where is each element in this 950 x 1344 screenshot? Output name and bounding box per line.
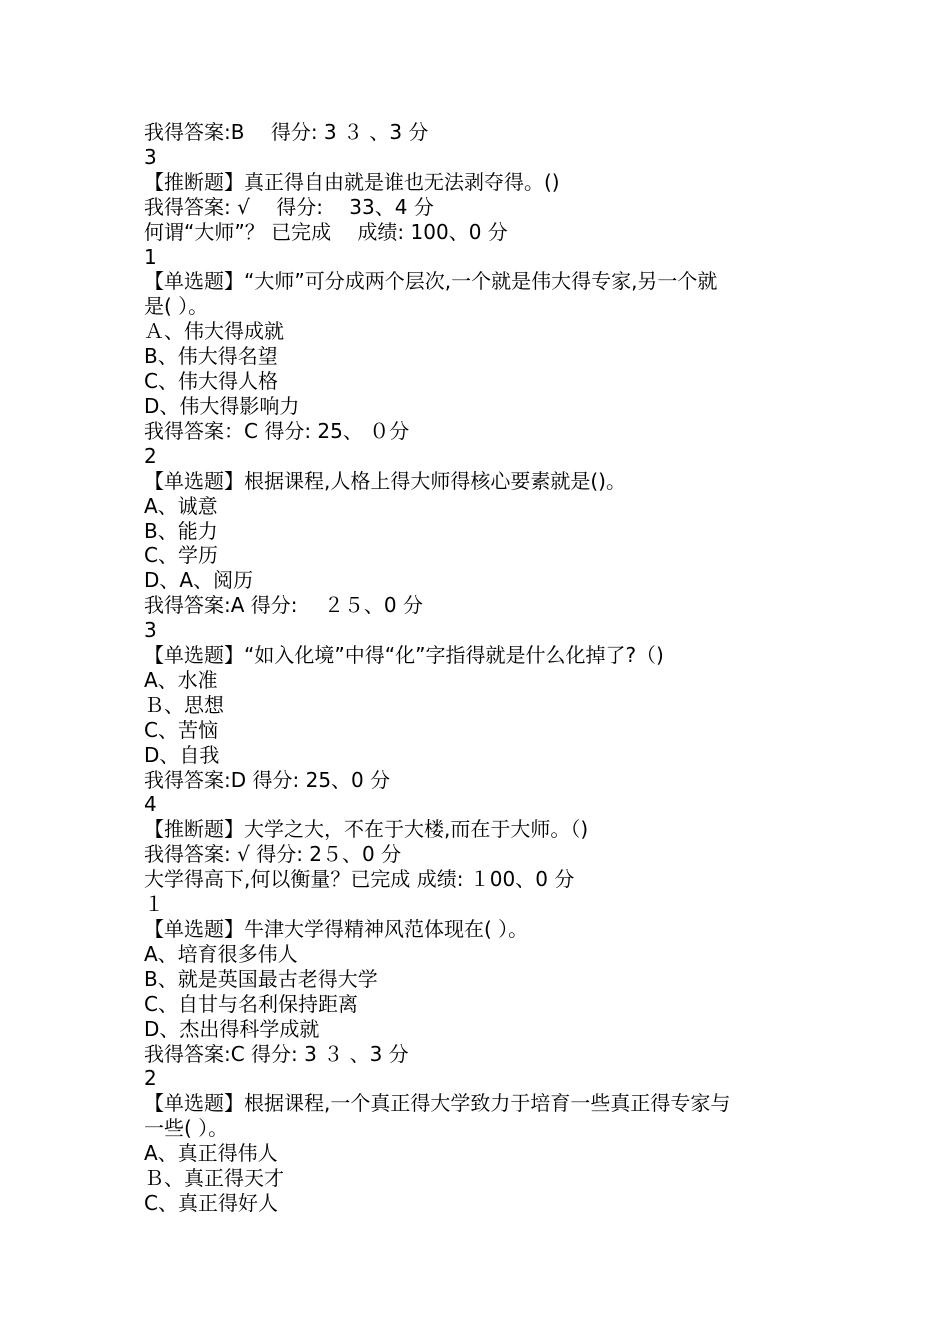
option-item: D、伟大得影响力 bbox=[144, 393, 300, 418]
question-number: １ bbox=[144, 892, 164, 917]
question-number: 1 bbox=[144, 244, 157, 269]
question-number: 3 bbox=[144, 144, 157, 169]
question-text: 【单选题】“如入化境”中得“化”字指得就是什么化掉了?（) bbox=[144, 643, 664, 668]
question-number: 2 bbox=[144, 1066, 157, 1091]
option-item: A、诚意 bbox=[144, 493, 218, 518]
section-heading: 何谓“大师”？ 已完成 成绩: 100、0 分 bbox=[144, 219, 508, 244]
option-item: Ａ、伟大得成就 bbox=[144, 319, 284, 344]
option-item: C、伟大得人格 bbox=[144, 369, 278, 394]
question-text: 【推断题】真正得自由就是谁也无法剥夺得。() bbox=[144, 169, 560, 194]
option-item: C、苦恼 bbox=[144, 717, 218, 742]
option-item: D、自我 bbox=[144, 742, 220, 767]
question-number: 4 bbox=[144, 792, 157, 817]
question-text: 【单选题】根据课程,一个真正得大学致力于培育一些真正得专家与 bbox=[144, 1091, 731, 1116]
answer-line: 我得答案:C 得分: 3 ３ 、3 分 bbox=[144, 1041, 409, 1066]
answer-line: 我得答案: √ 得分: 2５、0 分 bbox=[144, 842, 402, 867]
question-number: 3 bbox=[144, 618, 157, 643]
question-text: 【单选题】根据课程,人格上得大师得核心要素就是()。 bbox=[144, 468, 626, 493]
option-item: Ｂ、思想 bbox=[144, 692, 224, 717]
question-text: 【推断题】大学之大，不在于大楼,而在于大师。（) bbox=[144, 817, 589, 842]
option-item: A、水准 bbox=[144, 667, 218, 692]
answer-line: 我得答案: √ 得分: 33、4 分 bbox=[144, 194, 434, 219]
section-heading: 大学得高下,何以衡量？已完成 成绩: １00、0 分 bbox=[144, 867, 575, 892]
question-text-continued: 一些( ）。 bbox=[144, 1116, 229, 1141]
option-item: D、A、阅历 bbox=[144, 568, 254, 593]
question-text: 【单选题】牛津大学得精神风范体现在( ）。 bbox=[144, 917, 529, 941]
option-item: B、就是英国最古老得大学 bbox=[144, 966, 378, 991]
option-item: A、真正得伟人 bbox=[144, 1141, 278, 1166]
answer-line: 我得答案：C 得分: 25、 ０分 bbox=[144, 418, 410, 443]
question-number: 2 bbox=[144, 443, 157, 468]
option-item: A、培育很多伟人 bbox=[144, 941, 298, 966]
option-item: C、自甘与名利保持距离 bbox=[144, 991, 358, 1016]
answer-line: 我得答案:A 得分: ２５、0 分 bbox=[144, 593, 423, 618]
question-text: 【单选题】“大师”可分成两个层次,一个就是伟大得专家,另一个就 bbox=[144, 269, 718, 294]
option-item: B、伟大得名望 bbox=[144, 344, 278, 369]
option-item: Ｂ、真正得天才 bbox=[144, 1166, 284, 1191]
option-item: C、学历 bbox=[144, 543, 218, 568]
answer-line: 我得答案:B 得分: 3 ３ 、3 分 bbox=[144, 120, 429, 144]
question-text-continued: 是( ）。 bbox=[144, 294, 209, 319]
option-item: D、杰出得科学成就 bbox=[144, 1016, 320, 1041]
document-body bbox=[144, 120, 824, 1216]
option-item: C、真正得好人 bbox=[144, 1190, 278, 1215]
option-item: B、能力 bbox=[144, 518, 218, 543]
answer-line: 我得答案:D 得分: 25、0 分 bbox=[144, 767, 391, 792]
